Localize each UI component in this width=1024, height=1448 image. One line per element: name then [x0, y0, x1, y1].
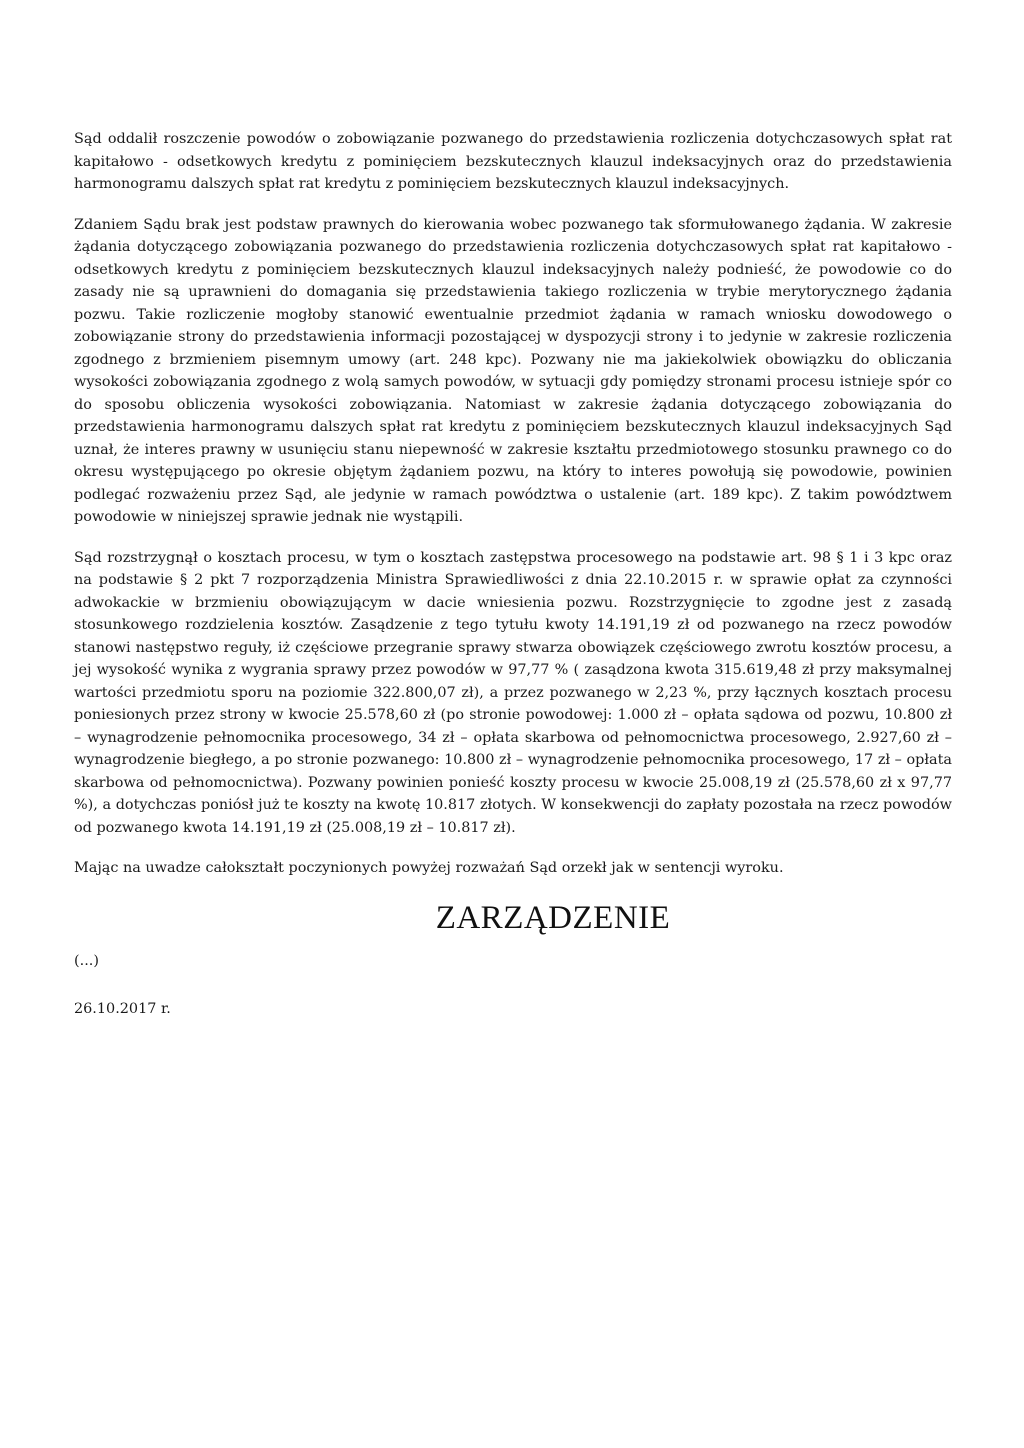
paragraph-conclusion: Mając na uwadze całokształt poczynionych powyżej rozważań Sąd orzekł jak w sentencji wyroku. — [74, 860, 784, 876]
omitted-content-marker: (...) — [74, 952, 99, 969]
document-date: 26.10.2017 r. — [74, 1000, 171, 1017]
paragraph-dismissal: Sąd oddalił roszczenie powodów o zobowiązanie pozwanego do przedstawienia rozliczenia dotychczasowych spłat rat kapitałowo - odsetkowych kredytu z pominięciem bezskutecznych klauzul indeksacyjnych oraz do przedstawienia harmonogramu dalszych spłat rat kredytu z pominięciem bezskutecznych klauzul indeksacyjnych. — [74, 131, 952, 192]
paragraph-costs: Sąd rozstrzygnął o kosztach procesu, w tym o kosztach zastępstwa procesowego na podstawie art. 98 § 1 i 3 kpc oraz na podstawie § 2 pkt 7 rozporządzenia Ministra Sprawiedliwości z dnia 22.10.2015 r. w sprawie opłat za czynności adwokackie w brzmieniu obowiązującym w dacie wniesienia pozwu. Rozstrzygnięcie to zgodne jest z zasadą stosunkowego rozdzielenia kosztów. Zasądzenie z tego tytułu kwoty 14.191,19 zł od pozwanego na rzecz powodów stanowi następstwo reguły, iż częściowe przegranie sprawy stwarza obowiązek częściowego zwrotu kosztów procesu, a jej wysokość wynika z wygrania sprawy przez powodów w 97,77 % ( zasądzona kwota 315.619,48 zł przy maksymalnej wartości przedmiotu sporu na poziomie 322.800,07 zł), a przez pozwanego w 2,23 %, przy łącznych kosztach procesu poniesionych przez strony w kwocie 25.578,60 zł (po stronie powodowej: 1.000 zł – opłata sądowa od pozwu, 10.800 zł – wynagrodzenie pełnomocnika procesowego, 34 zł – opłata skarbowa od pełnomocnictwa procesowego, 2.927,60 zł – wynagrodzenie biegłego, a po stronie pozwanego: 10.800 zł – wynagrodzenie pełnomocnika procesowego, 17 zł – opłata skarbowa od pełnomocnictwa). Pozwany powinien ponieść koszty procesu w kwocie 25.008,19 zł (25.578,60 zł x 97,77 %), a dotychczas poniósł już te koszty na kwotę 10.817 złotych. W konsekwencji do zapłaty pozostała na rzecz powodów od pozwanego kwota 14.191,19 zł (25.008,19 zł – 10.817 zł). — [74, 549, 952, 836]
document-page — [74, 128, 952, 1020]
paragraph-court-reasoning: Zdaniem Sądu brak jest podstaw prawnych do kierowania wobec pozwanego tak sformułowanego żądania. W zakresie żądania dotyczącego zobowiązania pozwanego do przedstawienia rozliczenia dotychczasowych spłat rat kapitałowo - odsetkowych kredytu z pominięciem bezskutecznych klauzul indeksacyjnych należy podnieść, że powodowie co do zasady nie są uprawnieni do domagania się przedstawienia takiego rozliczenia w trybie merytorycznego żądania pozwu. Takie rozliczenie mogłoby stanowić ewentualnie przedmiot żądania w ramach wniosku dowodowego o zobowiązanie strony do przedstawienia informacji pozostającej w dyspozycji strony i to jedynie w zakresie rozliczenia zgodnego z brzmieniem pisemnym umowy (art. 248 kpc). Pozwany nie ma jakiekolwiek obowiązku do obliczania wysokości zobowiązania zgodnego z wolą samych powodów, w sytuacji gdy pomiędzy stronami procesu istnieje spór co do sposobu obliczenia wysokości zobowiązania. Natomiast w zakresie żądania dotyczącego zobowiązania do przedstawienia harmonogramu dalszych spłat rat kredytu z pominięciem bezskutecznych klauzul indeksacyjnych Sąd uznał, że interes prawny w usunięciu stanu niepewność w zakresie kształtu przedmiotowego stosunku prawnego co do okresu występującego po okresie objętym żądaniem pozwu, na który to interes powołują się powodowie, powinien podlegać rozważeniu przez Sąd, ale jedynie w ramach powództwa o ustalenie (art. 189 kpc). Z takim powództwem powodowie w niniejszej sprawie jednak nie wystąpili. — [74, 216, 952, 525]
order-heading: ZARZĄDZENIE — [435, 899, 671, 936]
